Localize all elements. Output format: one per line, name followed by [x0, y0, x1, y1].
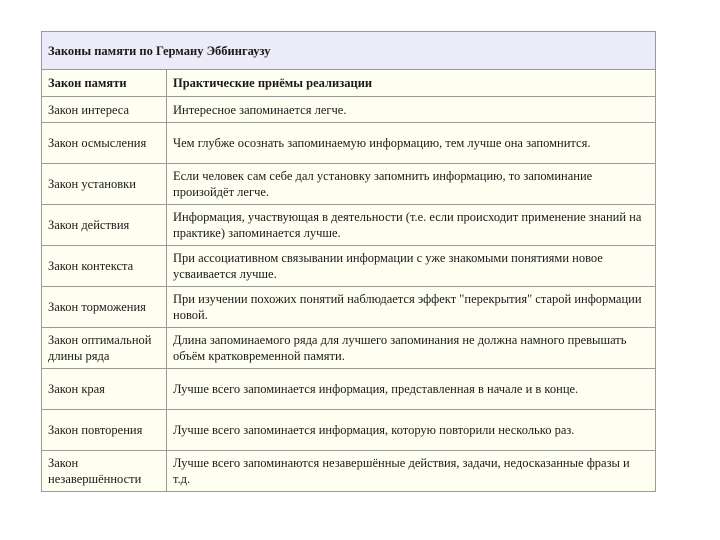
technique-cell: Если человек сам себе дал установку запомнить информацию, то запоминание произойдёт легче. [167, 164, 656, 205]
table-row [42, 287, 656, 328]
technique-cell: Чем глубже осознать запоминаемую информацию, тем лучше она запомнится. [167, 123, 656, 164]
law-cell: Закон повторения [42, 410, 167, 451]
technique-cell: При изучении похожих понятий наблюдается эффект "перекрытия" старой информации новой. [167, 287, 656, 328]
table-title: Законы памяти по Герману Эббингаузу [42, 32, 656, 70]
table-row [42, 123, 656, 164]
law-cell: Закон контекста [42, 246, 167, 287]
technique-cell: При ассоциативном связывании информации с уже знакомыми понятиями новое усваивается лучше. [167, 246, 656, 287]
technique-cell: Интересное запоминается легче. [167, 97, 656, 123]
table-row [42, 164, 656, 205]
technique-cell: Информация, участвующая в деятельности (т.е. если происходит применение знаний на практике) запоминается лучше. [167, 205, 656, 246]
technique-cell: Лучше всего запоминаются незавершённые действия, задачи, недосказанные фразы и т.д. [167, 451, 656, 492]
header-technique: Практические приёмы реализации [167, 70, 656, 97]
table-row [42, 410, 656, 451]
law-cell: Закон торможения [42, 287, 167, 328]
technique-cell: Длина запоминаемого ряда для лучшего запоминания не должна намного превышать объём кратковременной памяти. [167, 328, 656, 369]
law-cell: Закон оптимальной длины ряда [42, 328, 167, 369]
table-row [42, 97, 656, 123]
header-law: Закон памяти [42, 70, 167, 97]
table-title-row [42, 32, 656, 70]
table-row [42, 246, 656, 287]
memory-laws-table [41, 31, 656, 492]
table-row [42, 369, 656, 410]
law-cell: Закон края [42, 369, 167, 410]
table-row [42, 205, 656, 246]
law-cell: Закон незавершённости [42, 451, 167, 492]
law-cell: Закон установки [42, 164, 167, 205]
technique-cell: Лучше всего запоминается информация, которую повторили несколько раз. [167, 410, 656, 451]
table-header-row [42, 70, 656, 97]
law-cell: Закон осмысления [42, 123, 167, 164]
table-row [42, 451, 656, 492]
technique-cell: Лучше всего запоминается информация, представленная в начале и в конце. [167, 369, 656, 410]
law-cell: Закон действия [42, 205, 167, 246]
table-row [42, 328, 656, 369]
law-cell: Закон интереса [42, 97, 167, 123]
